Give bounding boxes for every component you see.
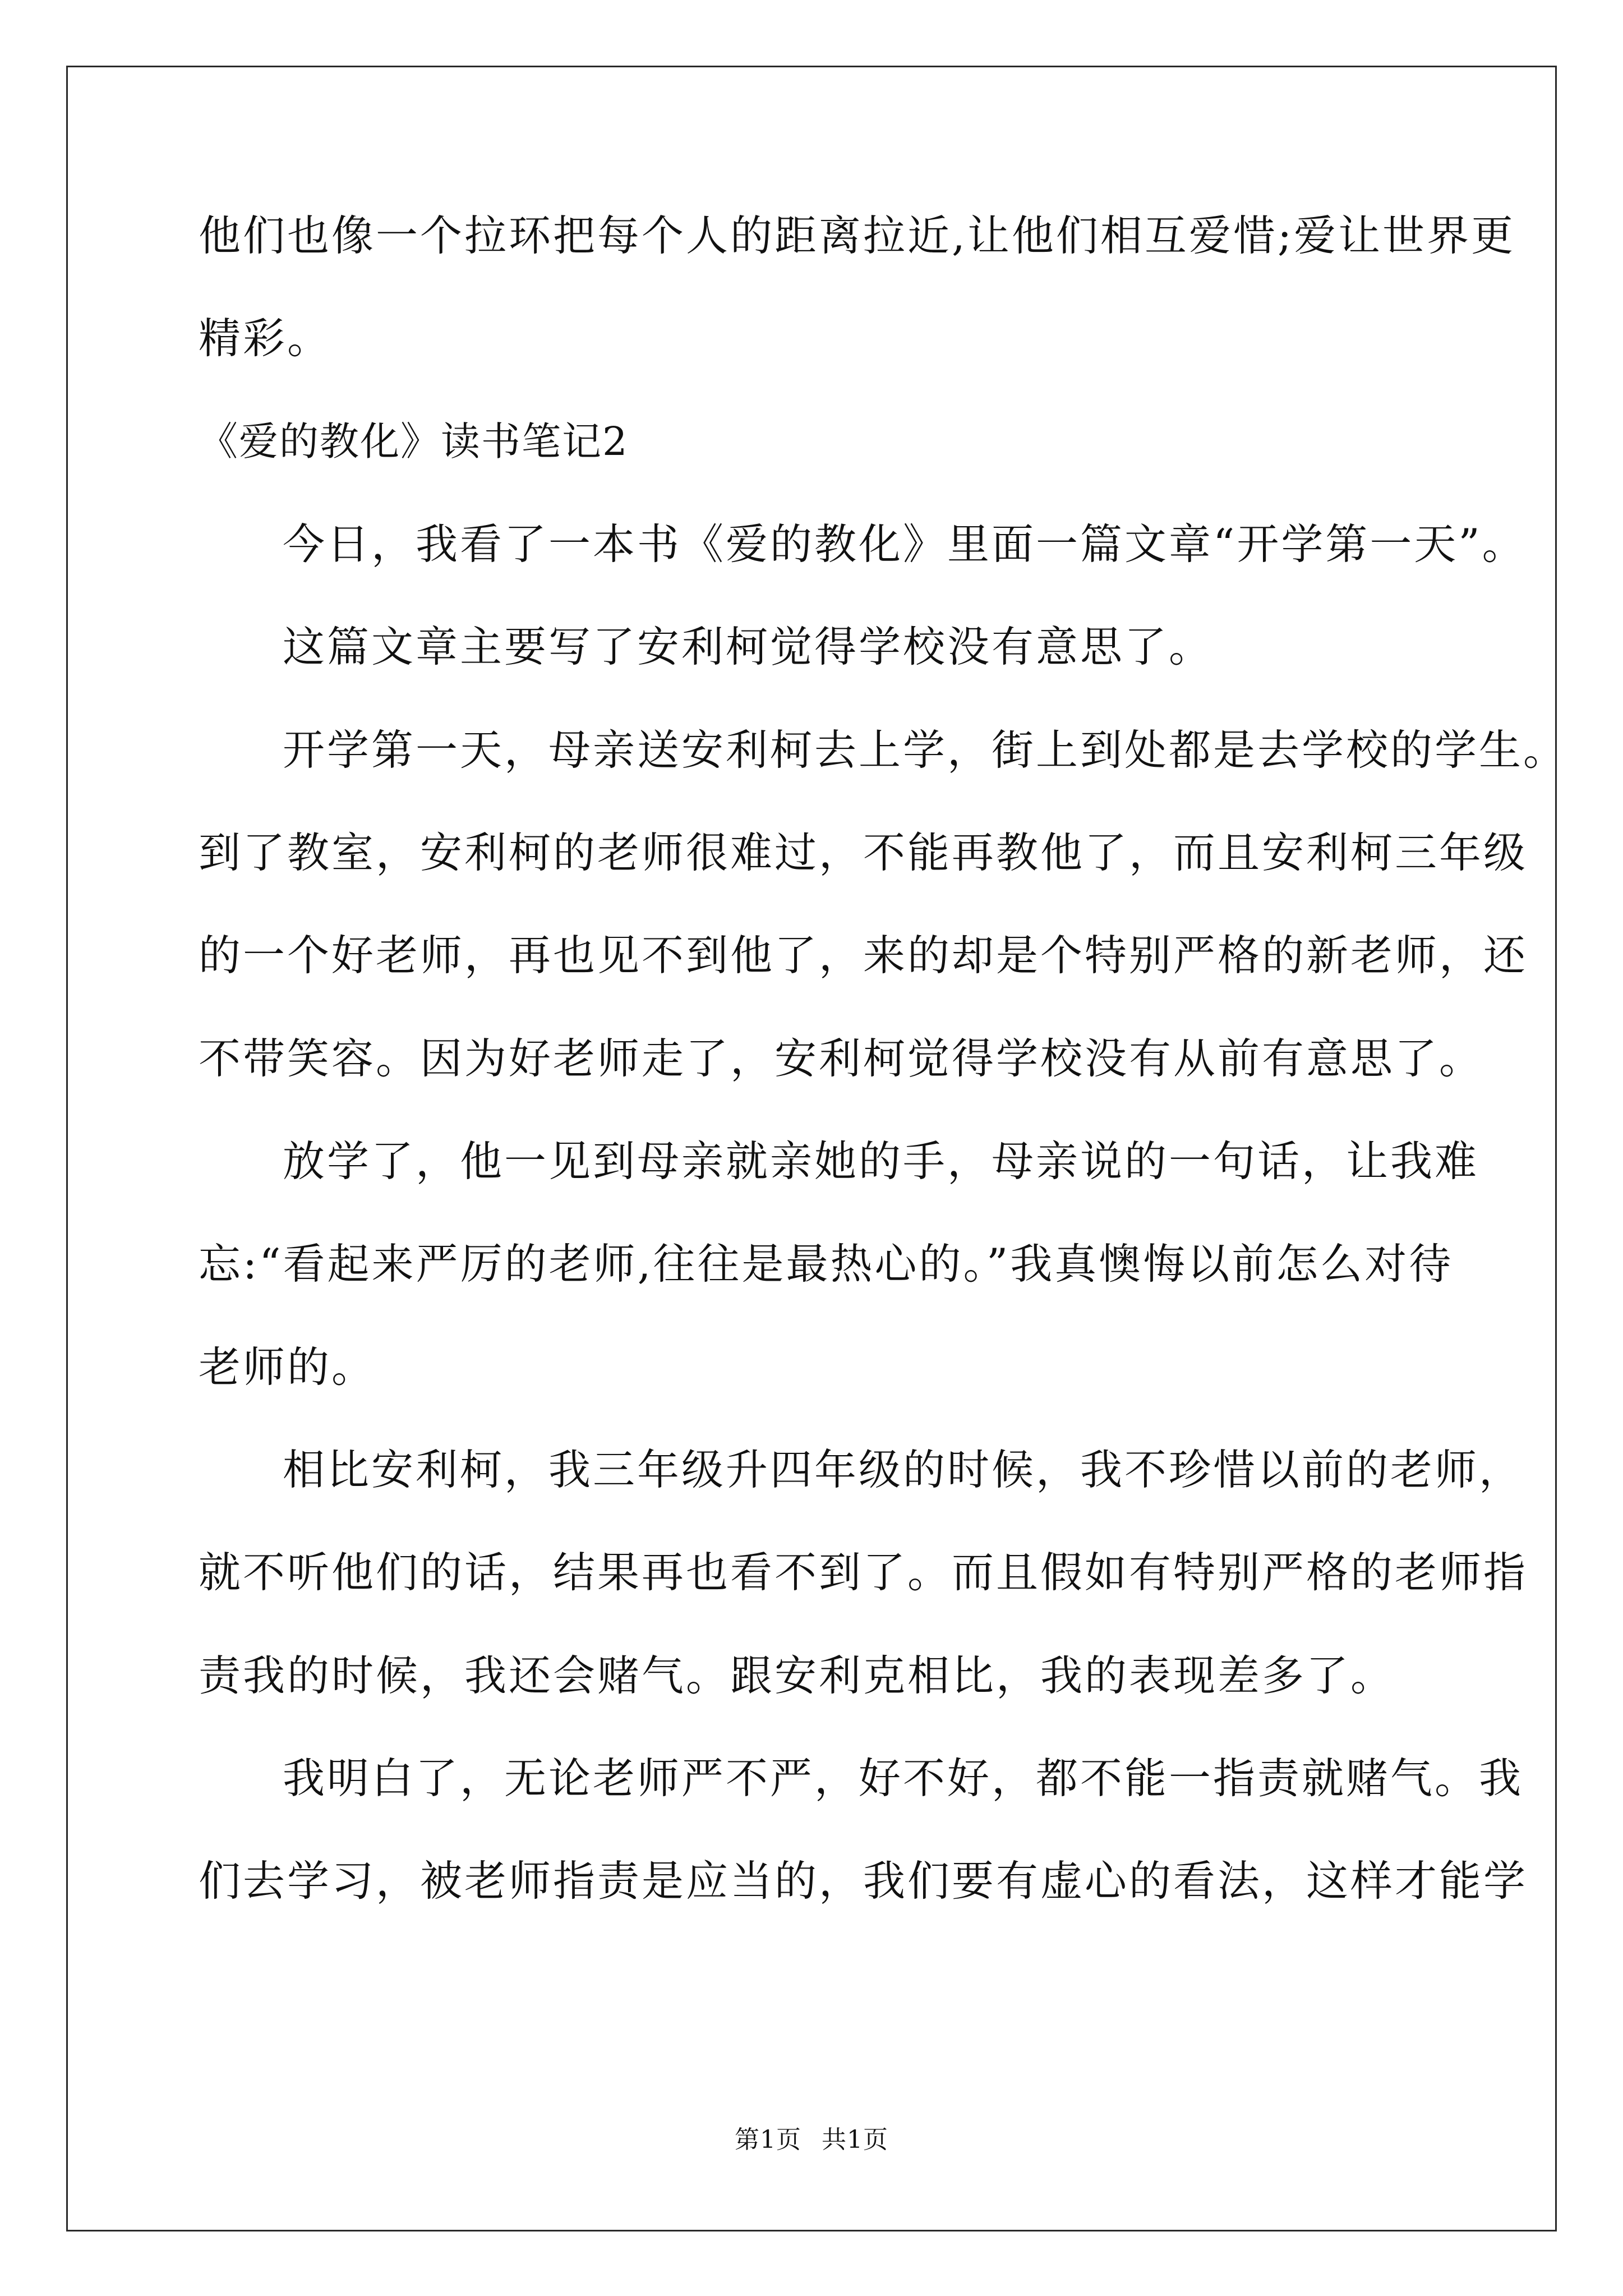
text-line: 责我的时候，我还会赌气。跟安利克相比，我的表现差多了。 [199, 1651, 1395, 1700]
page-number: 第1页 [735, 2125, 801, 2154]
paragraph-start: 这篇文章主要写了安利柯觉得学校没有意思了。 [283, 622, 1214, 671]
paragraph-start: 我明白了，无论老师严不严，好不好，都不能一指责就赌气。我 [283, 1754, 1524, 1803]
text-line: 的一个好老师，再也见不到他了，来的却是个特别严格的新老师，还 [199, 931, 1528, 980]
text-line: 到了教室，安利柯的老师很难过，不能再教他了，而且安利柯三年级 [199, 828, 1528, 877]
paragraph-start: 今日，我看了一本书《爱的教化》里面一篇文章“开学第一天”。 [283, 519, 1527, 569]
text-line: 不带笑容。因为好老师走了，安利柯觉得学校没有从前有意思了。 [199, 1034, 1484, 1083]
paragraph-start: 相比安利柯，我三年级升四年级的时候，我不珍惜以前的老师， [283, 1445, 1524, 1494]
text-line: 老师的。 [199, 1342, 376, 1392]
text-line: 忘:“看起来严厉的老师,往往是最热心的。”我真懊悔以前怎么对待 [199, 1239, 1454, 1289]
paragraph-start: 放学了，他一见到母亲就亲她的手，母亲说的一句话，让我难 [283, 1137, 1479, 1186]
text-line: 精彩。 [199, 314, 332, 363]
paragraph-start: 开学第一天，母亲送安利柯去上学，街上到处都是去学校的学生。 [283, 725, 1568, 775]
page-footer [0, 2123, 1623, 2157]
text-line: 他们也像一个拉环把每个人的距离拉近,让他们相互爱惜;爱让世界更 [199, 211, 1516, 260]
page-total: 共1页 [822, 2125, 888, 2154]
text-line: 就不听他们的话，结果再也看不到了。而且假如有特别严格的老师指 [199, 1548, 1528, 1597]
text-line: 们去学习，被老师指责是应当的，我们要有虚心的看法，这样才能学 [199, 1856, 1528, 1906]
section-heading: 《爱的教化》读书笔记2 [199, 418, 629, 464]
